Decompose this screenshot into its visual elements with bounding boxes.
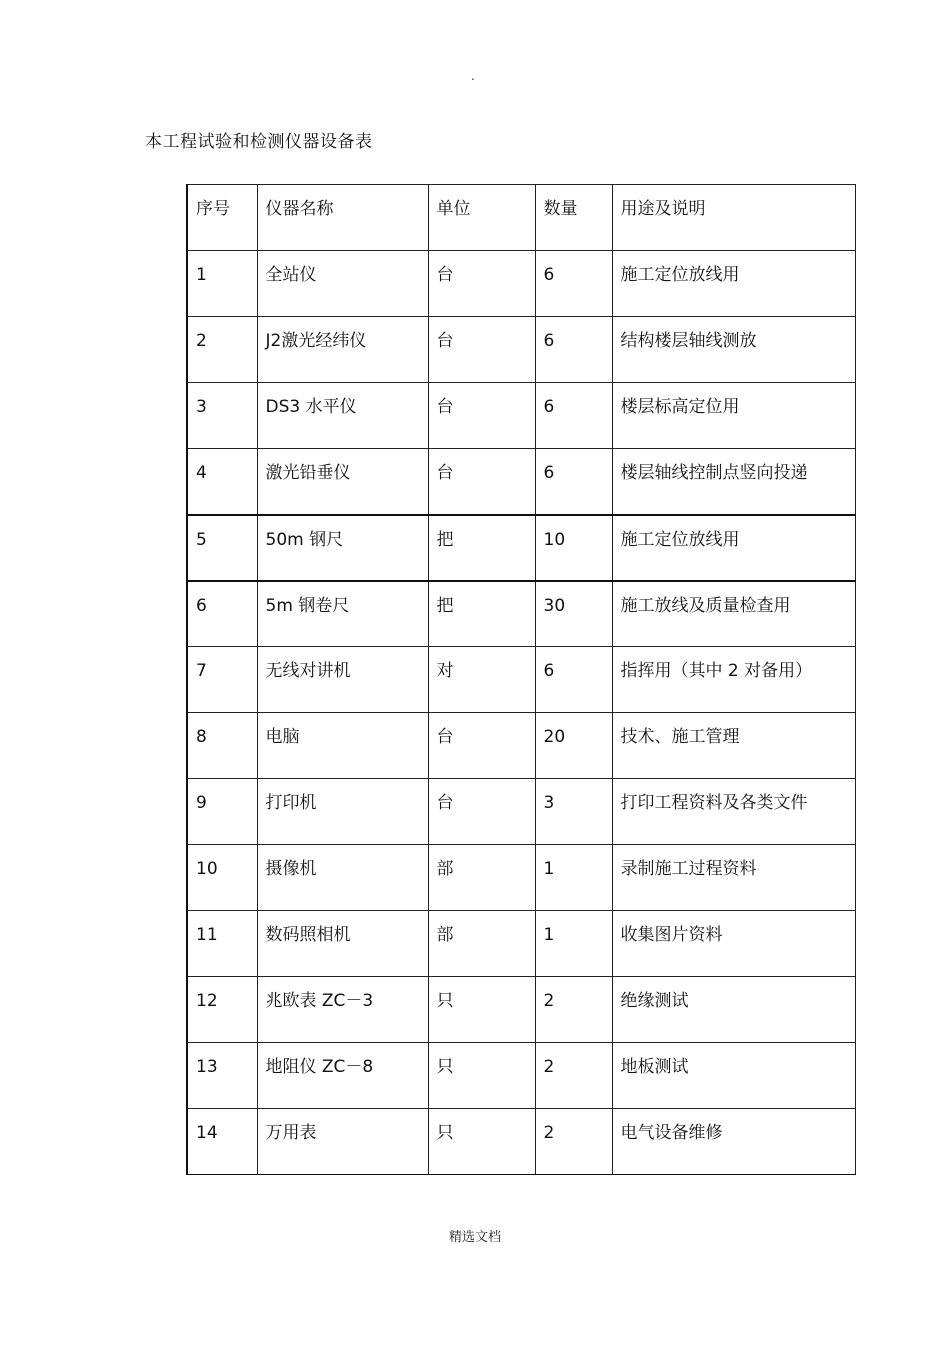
table-row bbox=[187, 449, 855, 515]
cell-name: J2激光经纬仪 bbox=[257, 317, 428, 383]
cell-purpose: 施工定位放线用 bbox=[612, 515, 855, 581]
cell-quantity: 2 bbox=[535, 1043, 612, 1109]
cell-index: 9 bbox=[187, 779, 257, 845]
table-row bbox=[187, 317, 855, 383]
cell-unit: 台 bbox=[428, 713, 535, 779]
cell-unit: 对 bbox=[428, 647, 535, 713]
cell-unit: 把 bbox=[428, 581, 535, 647]
cell-index: 7 bbox=[187, 647, 257, 713]
cell-name: 数码照相机 bbox=[257, 911, 428, 977]
cell-quantity: 20 bbox=[535, 713, 612, 779]
table-row bbox=[187, 779, 855, 845]
cell-purpose: 施工定位放线用 bbox=[612, 251, 855, 317]
cell-purpose: 电气设备维修 bbox=[612, 1109, 855, 1175]
table-row bbox=[187, 713, 855, 779]
cell-index: 2 bbox=[187, 317, 257, 383]
cell-unit: 台 bbox=[428, 317, 535, 383]
table-row bbox=[187, 1109, 855, 1175]
cell-name: DS3 水平仪 bbox=[257, 383, 428, 449]
cell-quantity: 1 bbox=[535, 845, 612, 911]
cell-quantity: 2 bbox=[535, 1109, 612, 1175]
cell-index: 3 bbox=[187, 383, 257, 449]
header-cell-unit: 单位 bbox=[428, 185, 535, 251]
cell-name: 摄像机 bbox=[257, 845, 428, 911]
table-header-row bbox=[187, 185, 855, 251]
cell-unit: 部 bbox=[428, 911, 535, 977]
header-cell-index: 序号 bbox=[187, 185, 257, 251]
cell-name: 兆欧表 ZC－3 bbox=[257, 977, 428, 1043]
cell-quantity: 6 bbox=[535, 383, 612, 449]
cell-purpose: 打印工程资料及各类文件 bbox=[612, 779, 855, 845]
equipment-table bbox=[186, 184, 856, 1175]
cell-index: 8 bbox=[187, 713, 257, 779]
table-row bbox=[187, 383, 855, 449]
table-row bbox=[187, 251, 855, 317]
page-footer: 精选文档 bbox=[448, 1230, 501, 1245]
cell-purpose: 绝缘测试 bbox=[612, 977, 855, 1043]
cell-purpose: 指挥用（其中 2 对备用） bbox=[612, 647, 855, 713]
table-row bbox=[187, 845, 855, 911]
table-row bbox=[187, 515, 855, 581]
cell-name: 激光铅垂仪 bbox=[257, 449, 428, 515]
table-row bbox=[187, 977, 855, 1043]
table-row bbox=[187, 911, 855, 977]
cell-purpose: 施工放线及质量检查用 bbox=[612, 581, 855, 647]
cell-unit: 只 bbox=[428, 1043, 535, 1109]
cell-quantity: 6 bbox=[535, 251, 612, 317]
cell-name: 全站仪 bbox=[257, 251, 428, 317]
cell-index: 10 bbox=[187, 845, 257, 911]
cell-purpose: 结构楼层轴线测放 bbox=[612, 317, 855, 383]
header-mark: . bbox=[471, 69, 475, 83]
cell-index: 12 bbox=[187, 977, 257, 1043]
cell-name: 地阻仪 ZC－8 bbox=[257, 1043, 428, 1109]
cell-unit: 台 bbox=[428, 449, 535, 515]
cell-index: 6 bbox=[187, 581, 257, 647]
cell-unit: 台 bbox=[428, 251, 535, 317]
cell-unit: 台 bbox=[428, 383, 535, 449]
cell-unit: 只 bbox=[428, 1109, 535, 1175]
cell-name: 5m 钢卷尺 bbox=[257, 581, 428, 647]
cell-name: 50m 钢尺 bbox=[257, 515, 428, 581]
cell-quantity: 10 bbox=[535, 515, 612, 581]
cell-unit: 部 bbox=[428, 845, 535, 911]
header-cell-purpose: 用途及说明 bbox=[612, 185, 855, 251]
cell-purpose: 楼层标高定位用 bbox=[612, 383, 855, 449]
cell-unit: 只 bbox=[428, 977, 535, 1043]
cell-quantity: 1 bbox=[535, 911, 612, 977]
cell-quantity: 3 bbox=[535, 779, 612, 845]
cell-quantity: 30 bbox=[535, 581, 612, 647]
cell-index: 5 bbox=[187, 515, 257, 581]
cell-index: 11 bbox=[187, 911, 257, 977]
cell-name: 电脑 bbox=[257, 713, 428, 779]
cell-purpose: 技术、施工管理 bbox=[612, 713, 855, 779]
cell-purpose: 楼层轴线控制点竖向投递 bbox=[612, 449, 855, 515]
table-row bbox=[187, 581, 855, 647]
cell-name: 打印机 bbox=[257, 779, 428, 845]
cell-purpose: 收集图片资料 bbox=[612, 911, 855, 977]
cell-unit: 把 bbox=[428, 515, 535, 581]
cell-index: 1 bbox=[187, 251, 257, 317]
cell-index: 4 bbox=[187, 449, 257, 515]
header-cell-name: 仪器名称 bbox=[257, 185, 428, 251]
cell-index: 14 bbox=[187, 1109, 257, 1175]
cell-name: 万用表 bbox=[257, 1109, 428, 1175]
cell-index: 13 bbox=[187, 1043, 257, 1109]
document-title: 本工程试验和检测仪器设备表 bbox=[145, 132, 373, 152]
table-row bbox=[187, 1043, 855, 1109]
table-row bbox=[187, 647, 855, 713]
cell-purpose: 录制施工过程资料 bbox=[612, 845, 855, 911]
cell-unit: 台 bbox=[428, 779, 535, 845]
cell-quantity: 6 bbox=[535, 449, 612, 515]
header-cell-quantity: 数量 bbox=[535, 185, 612, 251]
cell-quantity: 6 bbox=[535, 317, 612, 383]
cell-purpose: 地板测试 bbox=[612, 1043, 855, 1109]
cell-name: 无线对讲机 bbox=[257, 647, 428, 713]
cell-quantity: 2 bbox=[535, 977, 612, 1043]
cell-quantity: 6 bbox=[535, 647, 612, 713]
